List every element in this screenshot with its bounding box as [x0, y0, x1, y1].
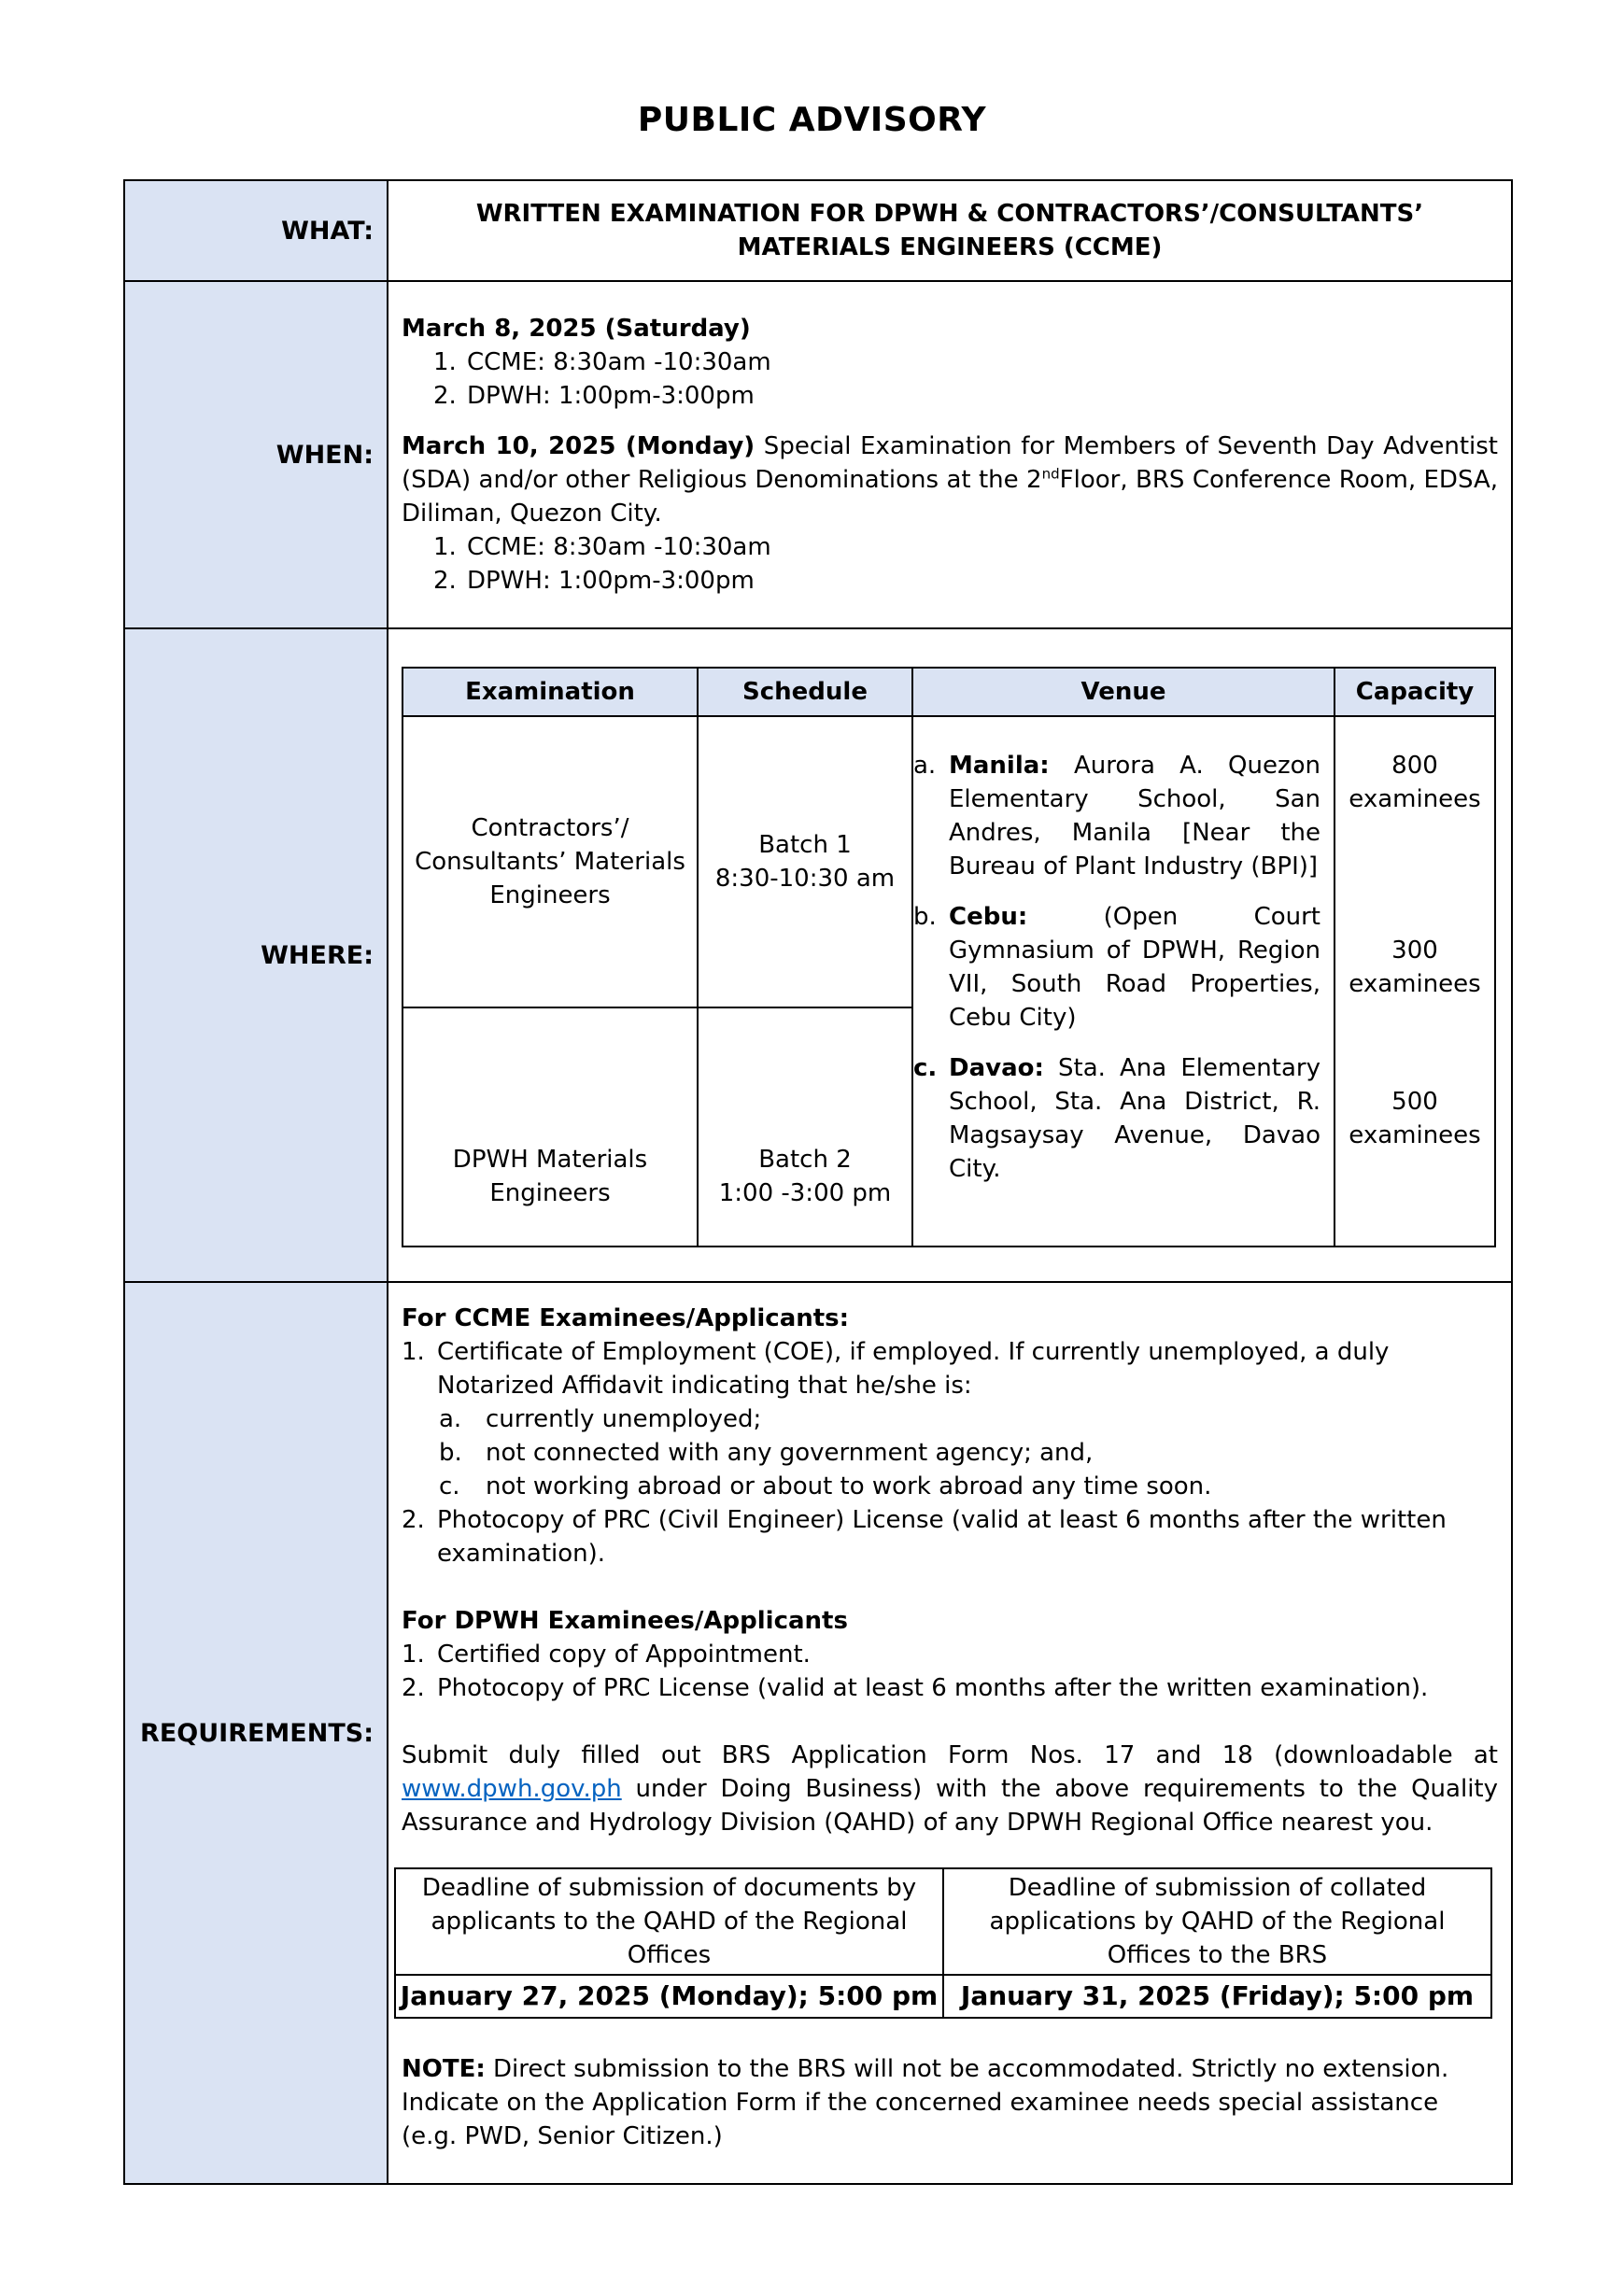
- venue-table-header: [402, 668, 1495, 716]
- when-content: [388, 281, 1512, 628]
- deadline-table: [394, 1867, 1492, 2019]
- list-item: c. not working abroad or about to work abroad any time soon.: [439, 1472, 1212, 1500]
- when-row: [124, 281, 1512, 628]
- ccme-heading: For CCME Examinees/Applicants:: [402, 1304, 850, 1332]
- when-date-2-paragraph: March 10, 2025 (Monday) Special Examination for Members of Seventh Day Adventist (SDA) and/or other Religious Denominations at the 2ndFloor, BRS Conference Room, EDSA, Diliman, Quezon City.: [402, 432, 1498, 528]
- exam-ccme: Contractors’/ Consultants’ Materials Engineers: [402, 716, 698, 1007]
- what-line-1: WRITTEN EXAMINATION FOR DPWH & CONTRACTORS’/CONSULTANTS’: [475, 200, 1424, 228]
- deadline-2-date: January 31, 2025 (Friday); 5:00 pm: [943, 1975, 1491, 2018]
- where-row: [124, 628, 1512, 1282]
- header-venue: Venue: [912, 668, 1335, 716]
- requirements-content: [388, 1282, 1512, 2184]
- header-capacity: Capacity: [1335, 668, 1495, 716]
- what-row: [124, 180, 1512, 281]
- what-line-2: MATERIALS ENGINEERS (CCME): [737, 233, 1163, 261]
- capacity-davao: 500 examinees: [1349, 1088, 1481, 1149]
- list-item: a. currently unemployed;: [439, 1405, 762, 1433]
- page-title: PUBLIC ADVISORY: [637, 101, 987, 139]
- capacity-cebu: 300 examinees: [1349, 937, 1481, 998]
- venue-table: [402, 667, 1496, 1247]
- requirements-row: [124, 1282, 1512, 2184]
- table-row: [395, 1975, 1491, 2018]
- venue-cebu: b. Cebu: (Open Court Gymnasium of DPWH, Region VII, South Road Properties, Cebu City): [913, 903, 1320, 1032]
- capacity-manila: 800 examinees: [1349, 752, 1481, 813]
- dpwh-requirements-list: [402, 1638, 1498, 1705]
- requirements-label: REQUIREMENTS:: [124, 1282, 388, 2184]
- venue-list: [912, 716, 1335, 1247]
- when-date-1-list: [402, 345, 1498, 413]
- list-item: 2. DPWH: 1:00pm-3:00pm: [433, 382, 755, 410]
- schedule-batch-1: Batch 1 8:30-10:30 am: [698, 716, 912, 1007]
- list-item: 2. DPWH: 1:00pm-3:00pm: [433, 567, 755, 595]
- when-label: WHEN:: [124, 281, 388, 628]
- when-date-1: March 8, 2025 (Saturday): [402, 315, 751, 343]
- where-label: WHERE:: [124, 628, 388, 1282]
- what-label: WHAT:: [124, 180, 388, 281]
- venue-manila: a. Manila: Aurora A. Quezon Elementary School, San Andres, Manila [Near the Bureau of Plant Industry (BPI)]: [913, 752, 1320, 880]
- deadline-1-description: Deadline of submission of documents by applicants to the QAHD of the Regional Offices: [395, 1868, 943, 1975]
- header-schedule: Schedule: [698, 668, 912, 716]
- ccme-requirements-list: [402, 1335, 1498, 1571]
- list-item: b. not connected with any government agency; and,: [439, 1439, 1094, 1467]
- deadline-1-date: January 27, 2025 (Monday); 5:00 pm: [395, 1975, 943, 2018]
- list-item: 1. Certified copy of Appointment.: [402, 1641, 811, 1669]
- note-label: NOTE:: [402, 2055, 486, 2083]
- submit-paragraph: Submit duly filled out BRS Application Form Nos. 17 and 18 (downloadable at www.dpwh.gov.ph under Doing Business) with the above requirements to the Quality Assurance and Hydrology Division (QAHD) of any DPWH Regional Office nearest you.: [402, 1741, 1498, 1837]
- list-item: 1. CCME: 8:30am -10:30am: [433, 348, 771, 376]
- list-item: 1. CCME: 8:30am -10:30am: [433, 533, 771, 561]
- table-row: [402, 716, 1495, 1007]
- where-content: [388, 628, 1512, 1282]
- schedule-batch-2: Batch 2 1:00 -3:00 pm: [698, 1007, 912, 1247]
- advisory-table: [123, 179, 1513, 2185]
- note-text: Direct submission to the BRS will not be accommodated. Strictly no extension. Indicate on the Application Form if the concerned examinee needs special assistance (e.g. PWD, Senior Citizen.): [402, 2055, 1449, 2150]
- dpwh-website-link[interactable]: www.dpwh.gov.ph: [402, 1775, 622, 1803]
- list-item: 1. Certificate of Employment (COE), if employed. If currently unemployed, a duly Notarized Affidavit indicating that he/she is: a. currently unemployed; b. not connected with any government agency; and, c. not working abroad or about to work abroad any time soon.: [437, 1335, 1498, 1503]
- header-examination: Examination: [402, 668, 698, 716]
- what-content: [388, 180, 1512, 281]
- exam-dpwh: DPWH Materials Engineers: [402, 1007, 698, 1247]
- dpwh-heading: For DPWH Examinees/Applicants: [402, 1607, 848, 1635]
- capacity-list: [1335, 716, 1495, 1247]
- list-item: 2. Photocopy of PRC (Civil Engineer) License (valid at least 6 months after the written examination).: [402, 1506, 1447, 1568]
- when-date-2-list: [402, 530, 1498, 598]
- venue-davao: c. Davao: Sta. Ana Elementary School, Sta. Ana District, R. Magsaysay Avenue, Davao City.: [913, 1054, 1320, 1183]
- ccme-sub-list: [437, 1402, 1498, 1503]
- when-date-2: March 10, 2025 (Monday): [402, 432, 756, 460]
- note-paragraph: [402, 2052, 1498, 2153]
- table-row: [395, 1868, 1491, 1975]
- deadline-2-description: Deadline of submission of collated applications by QAHD of the Regional Offices to the BRS: [943, 1868, 1491, 1975]
- list-item: 2. Photocopy of PRC License (valid at least 6 months after the written examination).: [402, 1674, 1429, 1702]
